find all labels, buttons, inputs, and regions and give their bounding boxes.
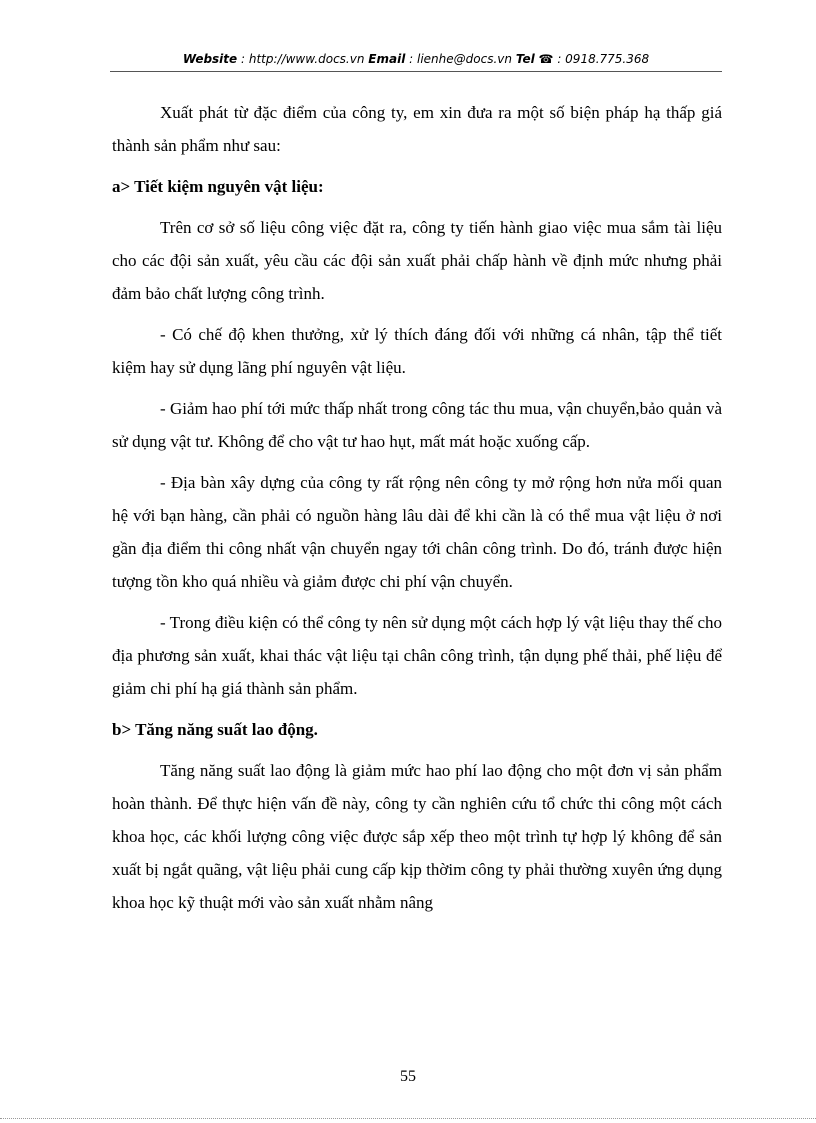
website-value: : http://www.docs.vn xyxy=(241,52,365,66)
intro-paragraph: Xuất phát từ đặc điểm của công ty, em xin đưa ra một số biện pháp hạ thấp giá thành sản phẩm như sau: xyxy=(112,103,722,155)
paragraph: - Có chế độ khen thưởng, xử lý thích đáng đối với những cá nhân, tập thể tiết kiệm hay sử dụng lãng phí nguyên vật liệu. xyxy=(112,325,722,377)
section-heading-b: b> Tăng năng suất lao động. xyxy=(112,720,318,739)
email-label: Email xyxy=(368,52,406,66)
document-body xyxy=(112,96,722,927)
email-value: : lienhe@docs.vn xyxy=(409,52,512,66)
paragraph: - Trong điều kiện có thể công ty nên sử dụng một cách hợp lý vật liệu thay thế cho địa phương sản xuất, khai thác vật liệu tại chân công trình, tận dụng phế thải, phế liệu để giảm chi phí hạ giá thành sản phẩm. xyxy=(112,613,722,698)
paragraph: - Giảm hao phí tới mức thấp nhất trong công tác thu mua, vận chuyển,bảo quản và sử dụng vật tư. Không để cho vật tư hao hụt, mất mát hoặc xuống cấp. xyxy=(112,399,722,451)
page-number: 55 xyxy=(400,1068,416,1085)
phone-icon: ☎ xyxy=(538,52,554,66)
paragraph: Trên cơ sở số liệu công việc đặt ra, công ty tiến hành giao việc mua sắm tài liệu cho các đội sản xuất, yêu cầu các đội sản xuất phải chấp hành về định mức nhưng phải đảm bảo chất lượng công trình. xyxy=(112,218,722,303)
website-label: Website xyxy=(182,52,238,66)
section-heading-a: a> Tiết kiệm nguyên vật liệu: xyxy=(112,177,324,196)
tel-label: Tel xyxy=(515,52,535,66)
tel-value: : 0918.775.368 xyxy=(557,52,650,66)
paragraph: Tăng năng suất lao động là giảm mức hao phí lao động cho một đơn vị sản phẩm hoàn thành. Để thực hiện vấn đề này, công ty cần nghiên cứu tổ chức thi công một cách khoa học, các khối lượng công việc được sắp xếp theo một trình tự hợp lý không để sản xuất bị ngắt quãng, vật liệu phải cung cấp kịp thờim công ty phải thường xuyên ứng dụng khoa học kỹ thuật mới vào sản xuất nhằm nâng xyxy=(112,761,722,912)
header-divider xyxy=(110,71,722,72)
page-header xyxy=(110,52,722,66)
paragraph: - Địa bàn xây dựng của công ty rất rộng nên công ty mở rộng hơn nửa mối quan hệ với bạn hàng, cần phải có nguồn hàng lâu dài để khi cần là có thể mua vật liệu ở nơi gần địa điểm thi công nhất vận chuyển ngay tới chân công trình. Do đó, tránh được hiện tượng tồn kho quá nhiều và giảm được chi phí vận chuyển. xyxy=(112,473,722,591)
page-bottom-border xyxy=(0,1118,816,1119)
